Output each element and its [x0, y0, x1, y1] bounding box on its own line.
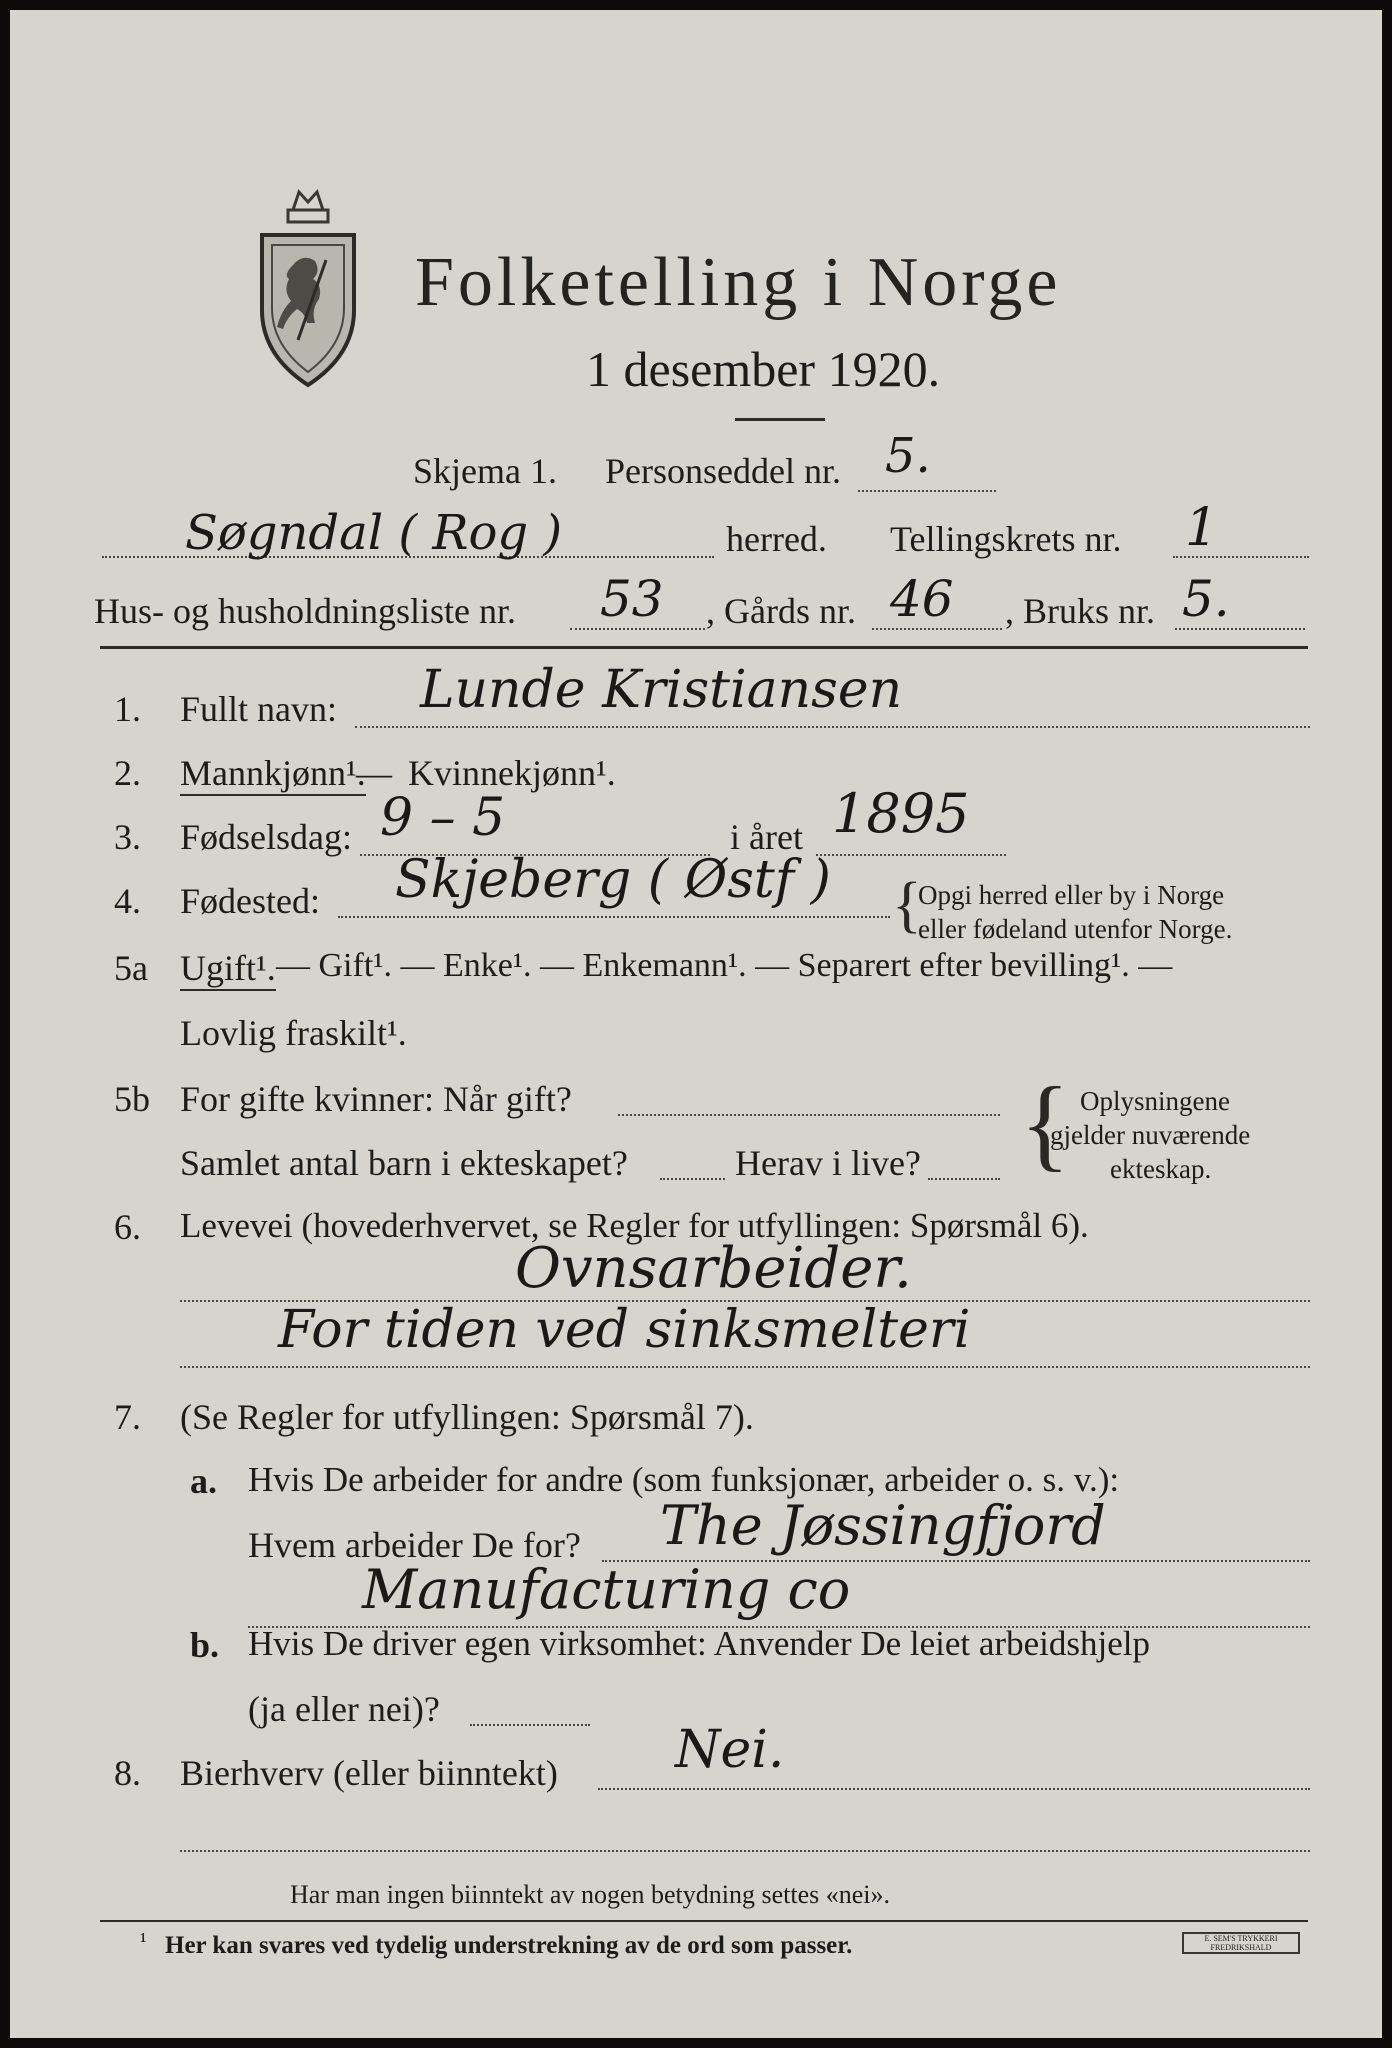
personseddel-value[interactable]: 5.: [885, 428, 931, 484]
q5b-children-line: [660, 1178, 725, 1180]
gender-female-option[interactable]: Kvinnekjønn¹.: [408, 753, 616, 793]
q3-year-label: i året: [730, 817, 803, 857]
employer-value-2[interactable]: Manufacturing co: [362, 1558, 851, 1621]
title-divider: [735, 418, 825, 421]
husliste-value[interactable]: 53: [600, 570, 664, 628]
skjema-label: Skjema 1.: [413, 451, 557, 491]
q1-label: Fullt navn:: [180, 689, 338, 729]
q5a-number: 5a: [114, 948, 148, 988]
personseddel-label: Personseddel nr.: [605, 451, 841, 491]
q4-note-2: eller fødeland utenfor Norge.: [918, 914, 1233, 944]
norway-coat-of-arms-icon: [248, 180, 368, 390]
gards-value[interactable]: 46: [890, 570, 954, 628]
q5b-note-3: ekteskap.: [1110, 1154, 1212, 1184]
marital-fraskilt-option[interactable]: Lovlig fraskilt¹.: [180, 1013, 407, 1053]
occupation-value-2[interactable]: For tiden ved sinksmelteri: [278, 1300, 971, 1360]
q4-label: Fødested:: [180, 881, 320, 921]
q5b-married-line: [618, 1114, 1000, 1116]
q5b-note-1: Oplysningene: [1080, 1086, 1230, 1116]
q5b-brace: {: [1020, 1066, 1070, 1181]
q8-number: 8.: [114, 1753, 141, 1793]
q4-brace: {: [892, 871, 922, 939]
q7b-letter: b.: [190, 1625, 220, 1665]
q6-number: 6.: [114, 1207, 141, 1247]
herred-value[interactable]: Søgndal ( Rog ): [185, 505, 563, 561]
q4-number: 4.: [114, 881, 141, 921]
q8-label: Bierhverv (eller biinntekt): [180, 1753, 558, 1793]
q7-number: 7.: [114, 1397, 141, 1437]
marital-other-options[interactable]: — Gift¹. — Enke¹. — Enkemann¹. — Separert efter bevilling¹. —: [276, 947, 1173, 984]
q5b-alive-label: Herav i live?: [735, 1143, 921, 1183]
q7a-letter: a.: [190, 1461, 217, 1501]
printer-stamp: E. SEM'S TRYKKERI FREDRIKSHALD: [1182, 1932, 1300, 1954]
q4-note-1: Opgi herred eller by i Norge: [918, 880, 1225, 910]
footer-divider: [100, 1920, 1308, 1922]
birth-year-value[interactable]: 1895: [832, 782, 970, 845]
form-title: Folketelling i Norge: [415, 244, 1062, 321]
birthday-value[interactable]: 9 – 5: [380, 788, 506, 848]
birthplace-value[interactable]: Skjeberg ( Østf ): [395, 850, 831, 910]
q7a-line2: Hvem arbeider De for?: [248, 1525, 581, 1565]
bruks-label: , Bruks nr.: [1005, 591, 1156, 631]
q7b-line: [470, 1724, 590, 1726]
footnote-mark: ¹: [140, 1928, 147, 1953]
q5b-number: 5b: [114, 1079, 150, 1119]
census-form: [10, 10, 1382, 2038]
gender-male-option[interactable]: Mannkjønn¹.: [180, 752, 366, 796]
bruks-line: [1175, 628, 1305, 630]
q5b-children-label: Samlet antal barn i ekteskapet?: [180, 1143, 628, 1183]
q1-number: 1.: [114, 689, 141, 729]
husliste-label: Hus- og husholdningsliste nr.: [94, 591, 517, 631]
q7b-line1: Hvis De driver egen virksomhet: Anvender De leiet arbeidshjelp: [248, 1624, 1150, 1663]
gards-line: [872, 628, 1002, 630]
gender-separator: —: [356, 753, 392, 793]
husliste-line: [570, 628, 705, 630]
q6-line-2: [180, 1366, 1310, 1368]
q4-line: [338, 916, 890, 918]
q1-line: [355, 726, 1310, 728]
q6-label: Levevei (hovederhvervet, se Regler for utfyllingen: Spørsmål 6).: [180, 1206, 1089, 1245]
q7-label: (Se Regler for utfyllingen: Spørsmål 7).: [180, 1397, 754, 1437]
q8-extra-line: [180, 1850, 1310, 1852]
q3-label: Fødselsdag:: [180, 817, 353, 857]
q8-line: [598, 1788, 1310, 1790]
marital-ugift-option[interactable]: Ugift¹.: [180, 947, 276, 991]
q5b-label: For gifte kvinner: Når gift?: [180, 1079, 572, 1119]
full-name-value[interactable]: Lunde Kristiansen: [420, 660, 903, 720]
footnote-text: Her kan svares ved tydelig understrekning av de ord som passer.: [165, 1932, 853, 1959]
q5b-note-2: gjelder nuværende: [1050, 1120, 1251, 1150]
form-date: 1 desember 1920.: [586, 341, 941, 397]
q5b-alive-line: [928, 1178, 1000, 1180]
personseddel-line: [858, 490, 996, 492]
q3-year-line: [816, 854, 1006, 856]
employer-value-1[interactable]: The Jøssingfjord: [660, 1494, 1106, 1557]
q7b-line2: (ja eller nei)?: [248, 1689, 440, 1729]
q3-number: 3.: [114, 817, 141, 857]
herred-label: herred.: [726, 519, 827, 559]
occupation-value-1[interactable]: Ovnsarbeider.: [515, 1236, 912, 1301]
side-income-value[interactable]: Nei.: [675, 1720, 785, 1780]
gards-label: , Gårds nr.: [706, 591, 856, 631]
section-divider: [100, 646, 1308, 649]
tellingskrets-value[interactable]: 1: [1185, 498, 1219, 558]
q2-number: 2.: [114, 753, 141, 793]
bruks-value[interactable]: 5.: [1182, 570, 1230, 628]
q7a-line1: Hvis De arbeider for andre (som funksjonær, arbeider o. s. v.):: [248, 1460, 1120, 1499]
tellingskrets-label: Tellingskrets nr.: [890, 519, 1122, 559]
footer-note: Har man ingen biinntekt av nogen betydning settes «nei».: [290, 1880, 891, 1909]
